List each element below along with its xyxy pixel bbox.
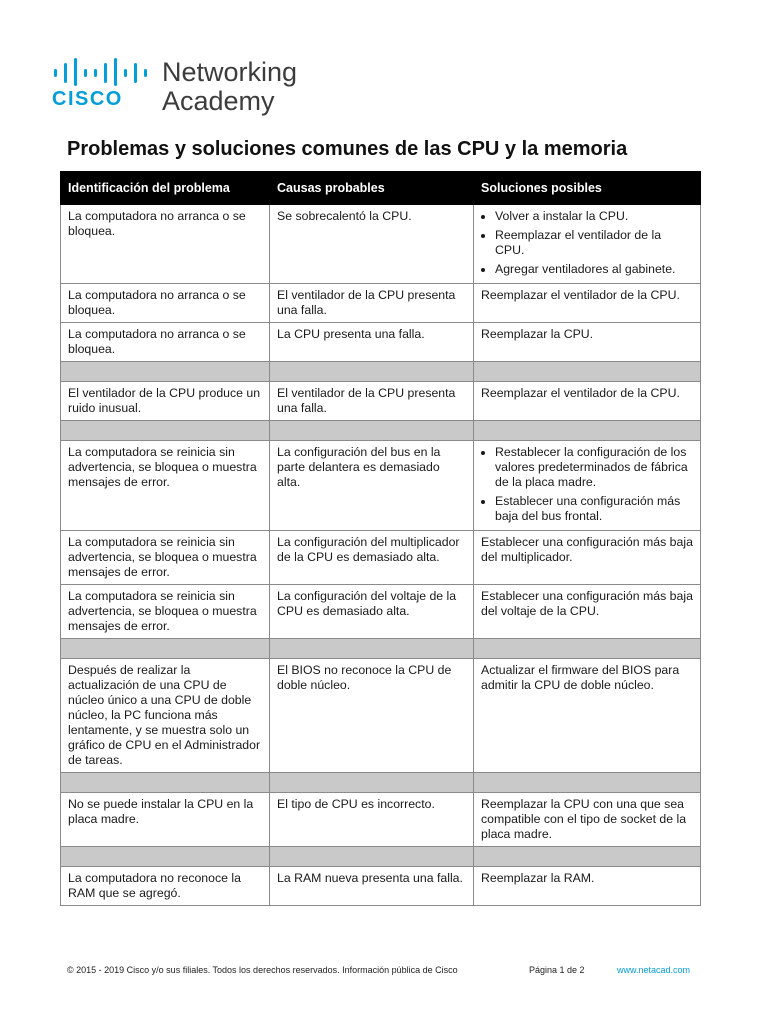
- solution-item: • Agregar ventiladores al gabinete.: [495, 262, 693, 277]
- separator-cell: [474, 421, 701, 441]
- separator-cell: [270, 847, 474, 867]
- solution-item: • Volver a instalar la CPU.: [495, 209, 693, 224]
- solution-list: [481, 445, 693, 524]
- problem-cell: No se puede instalar la CPU en la placa madre.: [61, 793, 270, 847]
- separator-cell: [270, 639, 474, 659]
- separator-cell: [61, 639, 270, 659]
- copyright-text: © 2015 - 2019 Cisco y/o sus filiales. Todos los derechos reservados. Información pública de Cisco: [67, 965, 458, 975]
- page-title: Problemas y soluciones comunes de las CPU y la memoria: [67, 138, 628, 160]
- problem-cell: Después de realizar la actualización de una CPU de núcleo único a una CPU de doble núcleo, la PC funciona más lentamente, y se muestra solo un gráfico de CPU en el Administrador de tareas.: [61, 659, 270, 773]
- table-row: [61, 585, 701, 639]
- cisco-wordmark: CISCO: [52, 88, 123, 110]
- header-solutions: Soluciones posibles: [474, 172, 701, 205]
- separator-cell: [61, 847, 270, 867]
- cause-cell: La configuración del bus en la parte delantera es demasiado alta.: [270, 441, 474, 531]
- solution-cell: Reemplazar la CPU con una que sea compatible con el tipo de socket de la placa madre.: [474, 793, 701, 847]
- separator-cell: [474, 847, 701, 867]
- table-row: [61, 382, 701, 421]
- cisco-networking-academy-logo: [52, 58, 312, 118]
- solution-cell: [474, 205, 701, 284]
- solution-item: • Establecer una configuración más baja del bus frontal.: [495, 494, 693, 524]
- separator-row: [61, 362, 701, 382]
- separator-cell: [61, 362, 270, 382]
- problem-cell: El ventilador de la CPU produce un ruido inusual.: [61, 382, 270, 421]
- table-row: [61, 323, 701, 362]
- solution-cell: Reemplazar el ventilador de la CPU.: [474, 382, 701, 421]
- cpu-memory-problems-table: [60, 171, 701, 906]
- problem-cell: La computadora no arranca o se bloquea.: [61, 323, 270, 362]
- separator-row: [61, 421, 701, 441]
- solution-cell: Reemplazar el ventilador de la CPU.: [474, 284, 701, 323]
- problem-cell: La computadora se reinicia sin advertencia, se bloquea o muestra mensajes de error.: [61, 441, 270, 531]
- academy-name: [162, 58, 297, 116]
- cause-cell: El tipo de CPU es incorrecto.: [270, 793, 474, 847]
- table-row: [61, 659, 701, 773]
- table-row: [61, 793, 701, 847]
- separator-cell: [474, 639, 701, 659]
- separator-cell: [61, 421, 270, 441]
- cause-cell: La CPU presenta una falla.: [270, 323, 474, 362]
- separator-cell: [474, 773, 701, 793]
- table-row: [61, 867, 701, 906]
- problem-cell: La computadora se reinicia sin advertencia, se bloquea o muestra mensajes de error.: [61, 585, 270, 639]
- table-body: [61, 205, 701, 906]
- academy-line-2: Academy: [162, 86, 275, 116]
- problem-cell: La computadora no arranca o se bloquea.: [61, 205, 270, 284]
- solution-cell: Reemplazar la CPU.: [474, 323, 701, 362]
- cause-cell: El ventilador de la CPU presenta una falla.: [270, 284, 474, 323]
- table-row: [61, 531, 701, 585]
- problem-cell: La computadora no reconoce la RAM que se agregó.: [61, 867, 270, 906]
- solution-item: • Restablecer la configuración de los valores predeterminados de fábrica de la placa madre.: [495, 445, 693, 490]
- cause-cell: El ventilador de la CPU presenta una falla.: [270, 382, 474, 421]
- table-row: [61, 441, 701, 531]
- separator-cell: [270, 773, 474, 793]
- cause-cell: La RAM nueva presenta una falla.: [270, 867, 474, 906]
- table-row: [61, 205, 701, 284]
- problem-cell: La computadora se reinicia sin advertencia, se bloquea o muestra mensajes de error.: [61, 531, 270, 585]
- solution-cell: Actualizar el firmware del BIOS para admitir la CPU de doble núcleo.: [474, 659, 701, 773]
- page-footer: [67, 965, 707, 979]
- table-row: [61, 284, 701, 323]
- separator-cell: [270, 362, 474, 382]
- solution-cell: Reemplazar la RAM.: [474, 867, 701, 906]
- separator-cell: [270, 421, 474, 441]
- cause-cell: Se sobrecalentó la CPU.: [270, 205, 474, 284]
- separator-row: [61, 847, 701, 867]
- academy-line-1: Networking: [162, 57, 298, 87]
- cause-cell: La configuración del voltaje de la CPU es demasiado alta.: [270, 585, 474, 639]
- solution-list: [481, 209, 693, 277]
- solution-cell: Establecer una configuración más baja del voltaje de la CPU.: [474, 585, 701, 639]
- problem-cell: La computadora no arranca o se bloquea.: [61, 284, 270, 323]
- solution-item: • Reemplazar el ventilador de la CPU.: [495, 228, 693, 258]
- cause-cell: El BIOS no reconoce la CPU de doble núcleo.: [270, 659, 474, 773]
- header-causes: Causas probables: [270, 172, 474, 205]
- separator-row: [61, 639, 701, 659]
- solution-cell: [474, 441, 701, 531]
- page-number: Página 1 de 2: [529, 965, 585, 975]
- solution-cell: Establecer una configuración más baja del multiplicador.: [474, 531, 701, 585]
- header-problem: Identificación del problema: [61, 172, 270, 205]
- cause-cell: La configuración del multiplicador de la CPU es demasiado alta.: [270, 531, 474, 585]
- cisco-bars-icon: [54, 58, 150, 86]
- netacad-link[interactable]: www.netacad.com: [617, 965, 691, 975]
- separator-cell: [61, 773, 270, 793]
- table-header-row: [61, 172, 701, 205]
- separator-cell: [474, 362, 701, 382]
- separator-row: [61, 773, 701, 793]
